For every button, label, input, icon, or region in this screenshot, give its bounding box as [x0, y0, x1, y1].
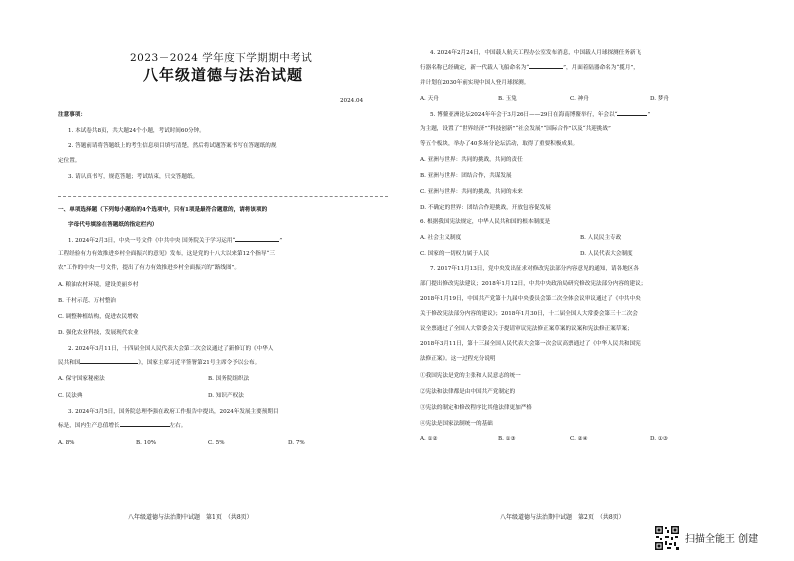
notice-item: 3. 请认真书写，规范答题；考试结束，只交答题纸。 — [68, 174, 199, 180]
question-text: 2018年3月11日，第十三届全国人民代表大会第一次会议高票通过了《中华人民共和国宪 — [420, 341, 641, 347]
page-1 — [58, 0, 388, 561]
notice-item: 2. 答题前请将答题纸上的考生信息项目填写清楚，然后将试题答案书写在答题纸的规 — [68, 143, 277, 149]
option: B. 千村示范、万村整治 — [58, 298, 117, 304]
question-text: 工程经验有力有效推进乡村全面振兴的意见》发布，这是党的十八大以来第12个指导“三 — [58, 251, 275, 257]
option: D. 知识产权法 — [208, 393, 244, 399]
option: B. 10% — [136, 440, 157, 446]
statement: ④宪法是国家法制统一的基础 — [420, 421, 493, 427]
option: C. 神舟 — [570, 96, 589, 102]
notice-item: 定位置。 — [58, 158, 81, 164]
option: C. 5% — [208, 440, 225, 446]
question-text: ” — [647, 112, 651, 118]
question-text: 》，国家主席习近平签署第21号主席令予以公布。 — [138, 360, 261, 366]
statement: ①我国宪法是党的主张和人民意志的统一 — [420, 373, 521, 379]
question-text: 2018年1月19日，中国共产党第十九届中央委员会第二次全体会议审议通过了《中共中央 — [420, 296, 641, 302]
option: A. ①② — [420, 436, 438, 442]
question-text — [58, 423, 186, 430]
question-text: 农”工作的中央一号文件，提出了有力有效推进乡村全面振兴的“路线图”。 — [58, 265, 240, 271]
question-text: ” — [279, 238, 283, 244]
option: A. 粮油农村环境，建设美丽乡村 — [58, 282, 139, 288]
question-text: 部门提出修改宪法建议；2018年1月12日，中共中央政治局研究修改宪法部分内容的建议； — [420, 281, 647, 287]
statement: ③宪法的制定和修改程序比其他法律更加严格 — [420, 405, 532, 411]
notice-heading: 注意事项： — [58, 112, 86, 118]
exam-term-title: 2023－2024 学年度下学期期中考试 — [130, 52, 313, 64]
option: A. 天舟 — [420, 96, 439, 102]
option: D. ①③ — [650, 436, 668, 442]
option: D. 不确定的世界：团结合作迎挑战，开放包容促发展 — [420, 205, 551, 211]
option: D. 人民代表大会制度 — [580, 251, 633, 257]
answer-blank — [235, 241, 279, 242]
question-text: 左右。 — [169, 423, 187, 429]
option: B. 亚洲与世界：团结合作，共谋发展 — [420, 173, 512, 179]
exam-date: 2024.04 — [340, 98, 364, 104]
question-text: 议全票通过了全国人大常委会关于提请审议宪法修正案草案的议案和宪法修正案草案； — [420, 326, 633, 332]
question-1 — [68, 238, 282, 245]
question-text: 法修正案》。这一过程充分说明 — [420, 356, 496, 362]
page-footer: 八年级道德与法治期中试题 第1页 （共8页） — [128, 514, 253, 521]
question-text: 为主题，设置了“世界经济”“科技创新”“社会发展”“国际合作”以及“共迎挑战” — [420, 126, 611, 132]
question-text: 民共和国 — [58, 360, 81, 366]
question-3: 3. 2024年3月5日，国务院总理李强在政府工作报告中提出，2024年发展主要预期目 — [68, 409, 279, 415]
scanner-watermark: 扫描全能王 创建 — [685, 534, 759, 545]
option: D. 强化农业科技，发展现代农业 — [58, 330, 139, 336]
question-text: 5. 博鳌亚洲论坛2024年年会于3月26日——29日在海南博鳌举行，年会以“ — [430, 112, 618, 118]
answer-blank — [617, 115, 647, 116]
question-text — [420, 65, 639, 72]
option: C. ②④ — [570, 436, 588, 442]
page-2 — [420, 0, 750, 561]
question-2: 2. 2024年3月11日，十四届全国人民代表大会第二次会议通过了新修订的《中华人 — [68, 346, 274, 352]
option: C. 国家的一切权力属于人民 — [420, 251, 490, 257]
section-heading: 一、单项选择题（下列每小题给的4个选项中，只有1项是最符合题意的，请将该项的 — [58, 207, 268, 213]
answer-blank — [529, 68, 563, 69]
exam-subject-title: 八年级道德与法治试题 — [143, 66, 304, 84]
answer-blank — [80, 363, 138, 364]
question-text: 关于修改宪法部分内容的建议》；2018年1月30日，十二届全国人大常委会第三十二次会 — [420, 311, 638, 317]
question-text: 标是，国内生产总值增长 — [58, 423, 120, 429]
option: A. 保守国家秘密法 — [58, 376, 105, 382]
option: A. 8% — [58, 440, 75, 446]
question-5 — [430, 112, 650, 119]
question-text: 并计划在2030年前实现中国人登月球探测。 — [420, 80, 530, 86]
divider — [58, 196, 388, 197]
option: C. 亚洲与世界：共同的挑战，共同的未来 — [420, 189, 523, 195]
option: B. 人民民主专政 — [580, 235, 622, 241]
option: C. 民法典 — [58, 393, 83, 399]
option: A. 亚洲与世界：共同的挑战，共同的责任 — [420, 157, 523, 163]
question-6: 6. 根据我国宪法规定，中华人民共和国的根本制度是 — [420, 219, 551, 225]
statement: ②宪法和法律都是由中国共产党制定的 — [420, 389, 516, 395]
qr-code-icon — [654, 525, 680, 551]
question-text: 行器名称已经确定，新一代载人飞船命名为“ — [420, 65, 530, 71]
option: B. ①③ — [498, 436, 516, 442]
page-footer: 八年级道德与法治期中试题 第2页 （共8页） — [500, 514, 625, 521]
question-4: 4. 2024年2月24日，中国载人航天工程办公室发布消息，中国载人月球探测任务新飞 — [430, 50, 642, 56]
question-text — [58, 360, 260, 367]
question-7: 7. 2017年11月13日，党中央发出征求对修改宪法部分内容意见的通知，请各地区各 — [430, 266, 639, 272]
option: D. 7% — [288, 440, 305, 446]
answer-blank — [120, 426, 170, 427]
section-heading-cont: 字母代号填涂在答题纸的指定栏内） — [68, 222, 158, 228]
option: B. 玉兔 — [498, 96, 517, 102]
option: B. 国务院组织法 — [208, 376, 250, 382]
option: A. 社会主义制度 — [420, 235, 462, 241]
notice-item: 1. 本试卷共8页，共大题24个小题，考试时间60分钟。 — [68, 128, 205, 134]
question-text: ”，月面着陆器命名为“揽月”， — [563, 65, 639, 71]
question-text: 等五个板块，举办了40多场分论坛活动，取得了重要积极成果。 — [420, 141, 579, 147]
question-text: 1. 2024年2月3日，中央一号文件《中共中央 国务院关于学习运用“ — [68, 238, 236, 244]
option: D. 梦舟 — [650, 96, 670, 102]
option: C. 调整种植结构，促进农民增收 — [58, 314, 139, 320]
